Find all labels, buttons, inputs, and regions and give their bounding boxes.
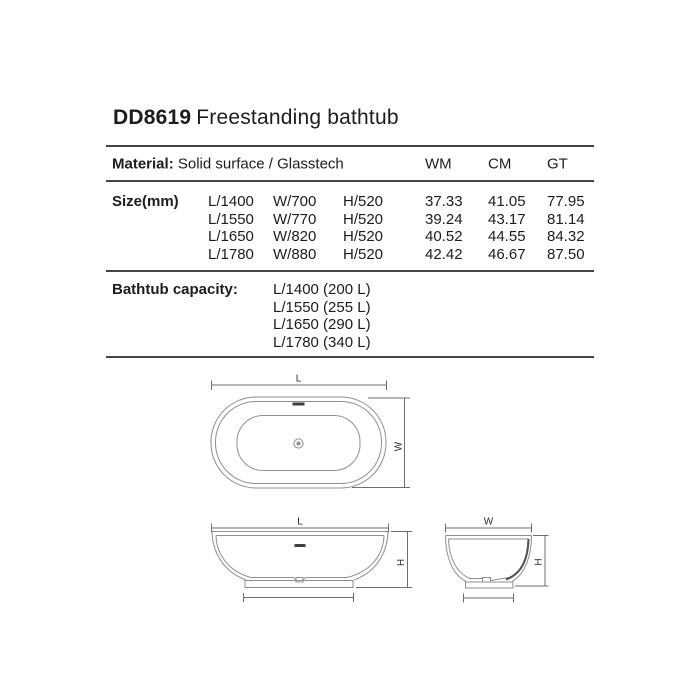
value-wm: 37.33 — [425, 193, 463, 210]
value-wm: 42.42 — [425, 246, 463, 264]
drain-center — [297, 442, 301, 446]
inner-wall-shading — [506, 539, 529, 580]
size-length: L/1780 — [208, 246, 254, 264]
value-cm: 41.05 — [488, 193, 526, 210]
overflow-mark-icon — [293, 403, 305, 406]
value-cm: 46.67 — [488, 246, 526, 264]
column-header-gt: GT — [547, 155, 568, 172]
column-header-cm: CM — [488, 155, 512, 172]
material-label: Material: — [112, 155, 174, 172]
drain-detail — [296, 578, 303, 583]
value-wm: 40.52 — [425, 228, 463, 246]
dimension-label-width: W — [393, 441, 405, 452]
size-width: W/820 — [273, 228, 317, 246]
dimension-label-height: H — [533, 558, 545, 566]
size-height: H/520 — [343, 193, 384, 210]
value-gt: 77.95 — [547, 193, 585, 210]
value-gt: 81.14 — [547, 210, 585, 228]
capacity-item: L/1650 (290 L) — [273, 316, 371, 334]
capacity-item: L/1780 (340 L) — [273, 334, 371, 352]
capacity-item: L/1550 (255 L) — [273, 298, 371, 316]
model-number: DD8619 — [113, 106, 192, 129]
dimension-label-width: W — [483, 516, 494, 528]
column-header-wm: WM — [425, 155, 452, 172]
size-width: W/880 — [273, 246, 317, 264]
dimension-label-height: H — [396, 558, 407, 567]
size-width: W/700 — [273, 193, 317, 210]
material-value: Solid surface / Glasstech — [177, 155, 344, 172]
value-cm: 44.55 — [488, 228, 526, 246]
size-length: L/1650 — [208, 228, 254, 246]
size-height: H/520 — [343, 228, 384, 246]
front-view-diagram — [212, 532, 388, 588]
size-height: H/520 — [343, 246, 384, 264]
top-view-diagram — [211, 397, 386, 488]
tub-base — [466, 582, 514, 588]
value-gt: 84.32 — [547, 228, 585, 246]
drain-detail — [483, 578, 491, 583]
dimension-label-length: L — [295, 373, 302, 385]
side-view-diagram — [446, 536, 532, 589]
capacity-label: Bathtub capacity: — [112, 281, 238, 298]
size-table-label: Size(mm) — [112, 193, 179, 210]
value-wm: 39.24 — [425, 210, 463, 228]
size-length: L/1400 — [208, 193, 254, 210]
value-cm: 43.17 — [488, 210, 526, 228]
size-length: L/1550 — [208, 210, 254, 228]
capacity-item: L/1400 (200 L) — [273, 281, 371, 298]
size-height: H/520 — [343, 210, 384, 228]
product-name: Freestanding bathtub — [196, 106, 399, 129]
size-width: W/770 — [273, 210, 317, 228]
value-gt: 87.50 — [547, 246, 585, 264]
overflow-mark-icon — [295, 544, 306, 547]
dimension-label-length: L — [297, 516, 303, 528]
